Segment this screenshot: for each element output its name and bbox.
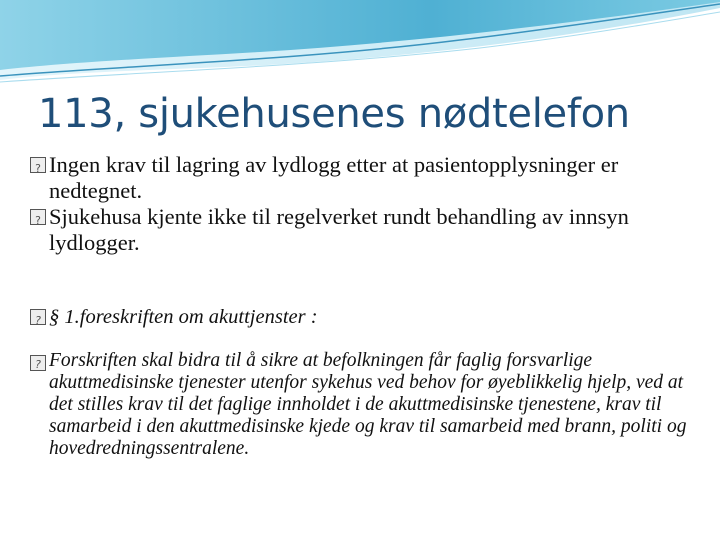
bullet-list [30, 152, 698, 460]
header-wave-decoration [0, 0, 720, 90]
bullet-text: Forskriften skal bidra til å sikre at befolkningen får faglig forsvarlige akuttmedisinske tjenester utenfor sykehus ved behov for øyeblikkelig hjelp, ved at det stilles krav til det faglige innholdet i de akuttmedisinske tjenestene, krav til samarbeid i den akuttmedisinske kjede og krav til samarbeid med brann, politi og hovedredningssentralene. [49, 350, 687, 459]
bullet-item [30, 350, 698, 460]
bullet-text: Sjukehusa kjente ikke til regelverket rundt behandling av innsyn lydlogger. [49, 204, 629, 255]
missing-glyph-box-icon [30, 209, 46, 225]
bullet-item [30, 204, 698, 256]
missing-glyph-box-icon [30, 309, 46, 325]
bullet-text: Ingen krav til lagring av lydlogg etter at pasientopplysninger er nedtegnet. [49, 152, 619, 203]
bullet-item [30, 152, 698, 204]
slide-title: 113, sjukehusenes nødtelefon [38, 91, 630, 137]
missing-glyph-box-icon [30, 157, 46, 173]
bullet-text: § 1.foreskriften om akuttjenster : [49, 306, 318, 328]
bullet-item [30, 304, 698, 330]
missing-glyph-box-icon [30, 355, 46, 371]
